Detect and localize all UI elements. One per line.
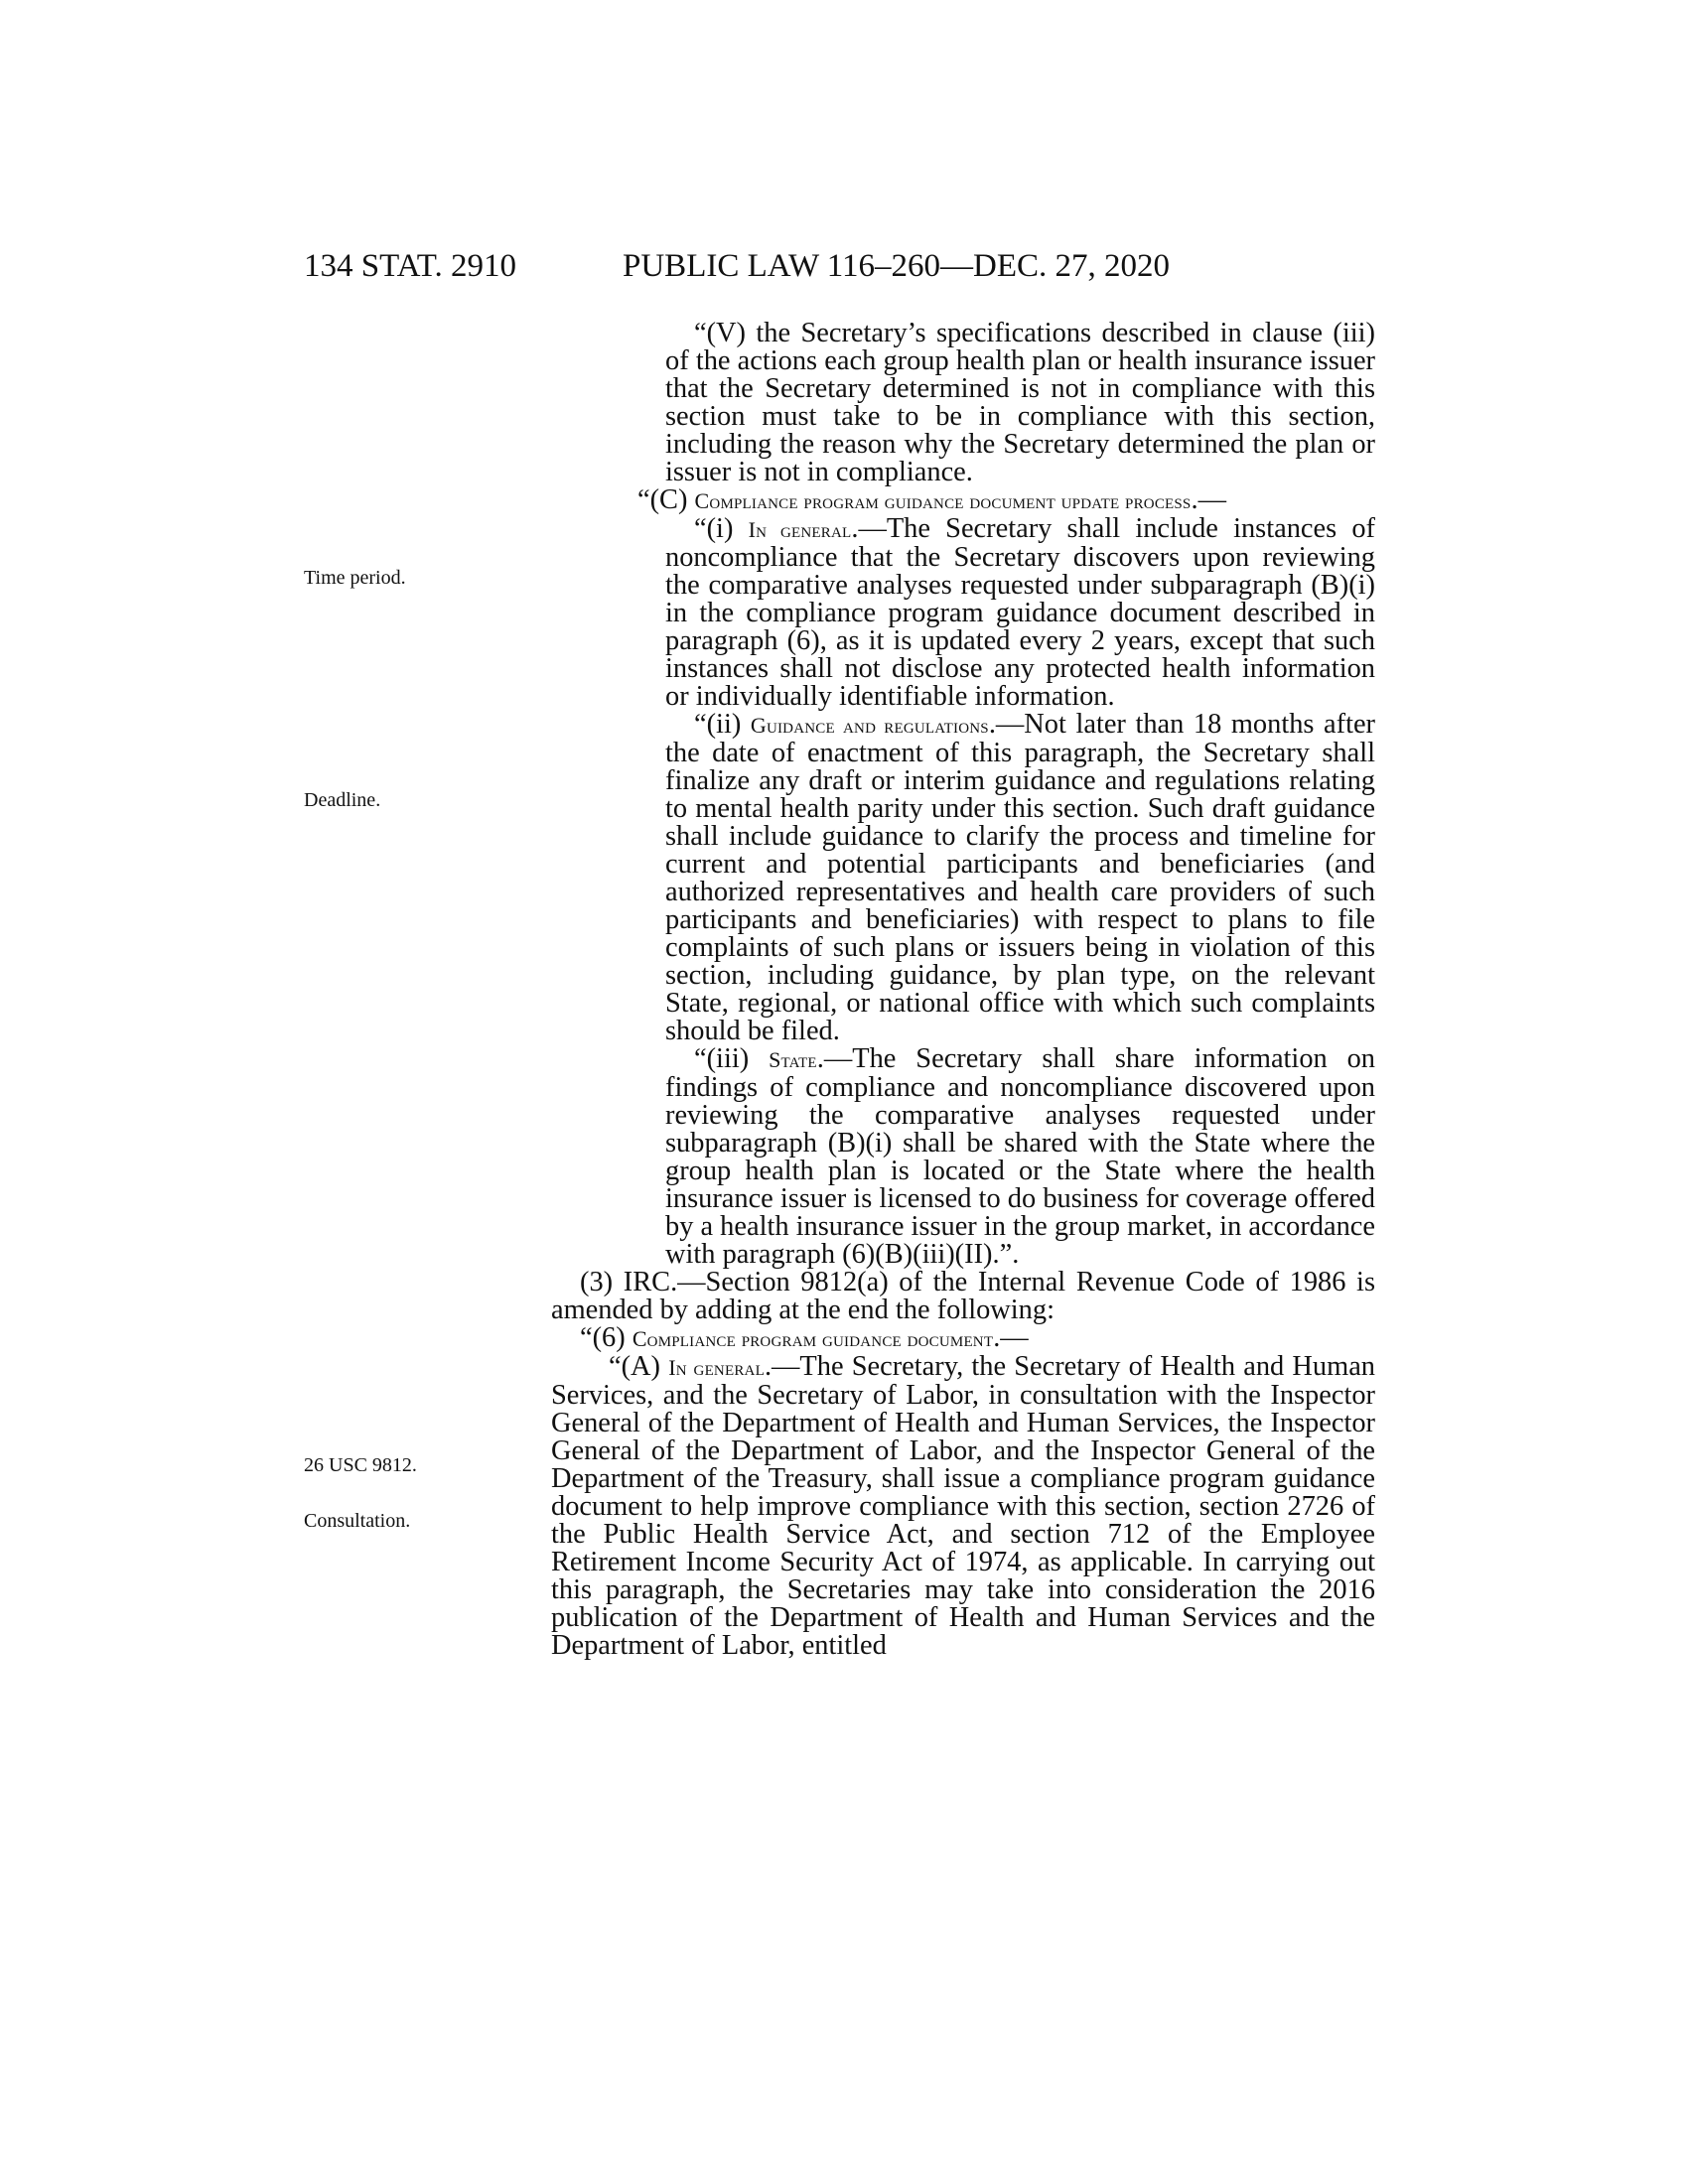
clause-i-heading: In general xyxy=(748,517,852,542)
clause-iii-label: “(iii) xyxy=(694,1043,770,1074)
subparagraph-A xyxy=(551,1353,1375,1660)
subparagraph-A-text: .—The Secretary, the Secretary of Health and Human Services, and the Secretary of Labor, in consultation with the Inspector General of the Department of Health and Human Services, the Inspector General of the Department of Labor, and the Inspector General of the Department of the Treasury, shall issue a compliance program guidance document to help improve compliance with this section, section 2726 of the Public Health Service Act, and section 712 of the Employee Retirement Income Security Act of 1974, as applicable. In carrying out this paragraph, the Secretaries may take into consideration the 2016 publication of the Department of Health and Human Services and the Department of Labor, entitled xyxy=(551,1351,1375,1661)
margin-note-usc-citation: 26 USC 9812. xyxy=(304,1454,417,1476)
paragraph-6-label: “(6) xyxy=(580,1322,633,1353)
clause-ii-heading: Guidance and regulations xyxy=(750,713,989,738)
subparagraph-C-heading: Compliance program guidance document update process xyxy=(694,488,1192,513)
subparagraph-A-heading: In general xyxy=(668,1355,765,1380)
clause-iii xyxy=(665,1045,1375,1269)
subparagraph-C-label: “(C) xyxy=(637,484,695,515)
clause-iii-heading: State xyxy=(769,1047,817,1072)
subparagraph-C-dash: .— xyxy=(1191,484,1226,515)
subparagraph-A-label: “(A) xyxy=(609,1351,669,1382)
subclause-V: “(V) the Secretary’s specifications described in clause (iii) of the actions each group health plan or health insurance issuer that the Secretary determined is not in compliance with this section must take to be in compliance with this section, including the reason why the Secretary determined the plan or issuer is not in compliance. xyxy=(665,318,1375,487)
clause-ii xyxy=(665,711,1375,1045)
page-statute-reference: 134 STAT. 2910 xyxy=(304,248,517,284)
paragraph-6-dash: .— xyxy=(993,1322,1029,1353)
clause-i-text: .—The Secretary shall include instances of noncompliance that the Secretary discovers upon reviewing the comparative analyses requested under subparagraph (B)(i) in the compliance program guidance document described in paragraph (6), as it is updated every 2 years, except that such instances shall not disclose any protected health information or individually identifiable information. xyxy=(665,513,1376,712)
margin-note-consultation: Consultation. xyxy=(304,1510,411,1532)
paragraph-6-heading: Compliance program guidance document xyxy=(632,1326,994,1351)
paragraph-6 xyxy=(580,1324,1375,1353)
clause-ii-label: “(ii) xyxy=(694,709,751,740)
page-law-title: PUBLIC LAW 116–260—DEC. 27, 2020 xyxy=(623,248,1171,284)
clause-ii-text: .—Not later than 18 months after the date of enactment of this paragraph, the Secretary shall finalize any draft or interim guidance and regulations relating to mental health parity under this section. Such draft guidance shall include guidance to clarify the process and timeline for current and potential participants and beneficiaries (and authorized representatives and health care providers of such participants and beneficiaries) with respect to plans to file complaints of such plans or issuers being in violation of this section, including guidance, by plan type, on the relevant State, regional, or national office with which such complaints should be filed. xyxy=(665,709,1376,1046)
clause-i xyxy=(665,515,1375,711)
paragraph-3: (3) IRC.—Section 9812(a) of the Internal Revenue Code of 1986 is amended by adding at the end the following: xyxy=(551,1267,1375,1325)
subparagraph-C xyxy=(609,486,1375,515)
margin-note-time-period: Time period. xyxy=(304,567,406,589)
statute-body-text xyxy=(551,320,1375,1660)
margin-note-deadline: Deadline. xyxy=(304,789,381,811)
clause-iii-text: .—The Secretary shall share information on findings of compliance and noncompliance discovered upon reviewing the comparative analyses requested under subparagraph (B)(i) shall be shared with the State where the group health plan is located or the State where the health insurance issuer is licensed to do business for coverage offered by a health insurance issuer in the group market, in accordance with paragraph (6)(B)(iii)(II).”. xyxy=(665,1043,1376,1270)
clause-i-label: “(i) xyxy=(694,513,749,544)
